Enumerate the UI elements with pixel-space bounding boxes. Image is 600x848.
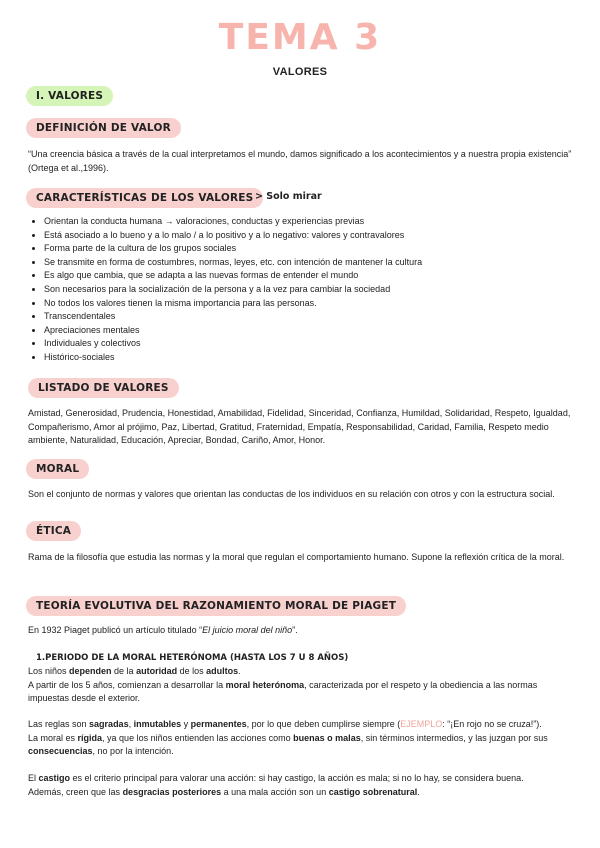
piaget-paragraph-1: Los niños dependen de la autoridad de los adultos. A partir de los 5 años, comienzan a desarrollar la moral heterónoma, caracterizada por el respeto y la obediencia a las normas impuestas desde el exterior. [28, 666, 538, 703]
caracteristicas-list [28, 215, 584, 365]
list-item: • Histórico-sociales [44, 351, 584, 365]
list-item: • Son necesarios para la socialización de la persona y a la vez para cambiar la sociedad [44, 283, 584, 297]
list-item: • Individuales y colectivos [44, 337, 584, 351]
example-label: EJEMPLO [400, 719, 443, 729]
list-item: • No todos los valores tienen la misma importancia para las personas. [44, 297, 584, 311]
heading-piaget: TEORÍA EVOLUTIVA DEL RAZONAMIENTO MORAL DE PIAGET [26, 596, 406, 616]
heading-definicion: DEFINICIÓN DE VALOR [26, 118, 181, 138]
section-heading-valores: I. VALORES [26, 86, 113, 106]
list-item: • Forma parte de la cultura de los grupos sociales [44, 242, 584, 256]
page-subtitle: VALORES [272, 66, 328, 78]
definicion-text: “Una creencia básica a través de la cual interpretamos el mundo, damos significado a los acontecimientos y a nuestra propia existencia” (Ortega et al.,1996). [28, 149, 572, 173]
list-item: • Apreciaciones mentales [44, 324, 584, 338]
list-item: • Es algo que cambia, que se adapta a las nuevas formas de entender el mundo [44, 269, 584, 283]
periodo-heading: 1.PERIODO DE LA MORAL HETERÓNOMA (HASTA LOS 7 U 8 AÑOS) [36, 653, 349, 663]
heading-etica: ÉTICA [26, 521, 81, 541]
heading-listado: LISTADO DE VALORES [28, 378, 179, 398]
etica-text: Rama de la filosofía que estudia las normas y la moral que regulan el comportamiento humano. Supone la reflexión crítica de la moral. [28, 552, 565, 562]
moral-text: Son el conjunto de normas y valores que orientan las conductas de los individuos en su relación con otros y con la estructura social. [28, 489, 555, 499]
list-item: • Orientan la conducta humana → valoraciones, conductas y experiencias previas [44, 215, 584, 229]
book-title: El juicio moral del niño [202, 625, 293, 635]
page-title: TEMA 3 [218, 17, 382, 58]
note-solo-mirar: > Solo mirar [255, 191, 322, 202]
piaget-paragraph-3: El castigo es el criterio principal para valorar una acción: si hay castigo, la acción es mala; si no lo hay, se considera buena. Además, creen que las desgracias posteriores a una mala acción son un castigo sobrenatural. [28, 773, 524, 797]
piaget-intro: En 1932 Piaget publicó un artículo titulado “El juicio moral del niño”. [28, 625, 298, 635]
list-item: • Transcendentales [44, 310, 584, 324]
listado-text: Amistad, Generosidad, Prudencia, Honestidad, Amabilidad, Fidelidad, Sinceridad, Confianza, Humildad, Solidaridad, Respeto, Igualdad, Compañerismo, Amor al prójimo, Paz, Libertad, Gratitud, Fraternidad, Empatía, Responsabilidad, Caridad, Familia, Respeto medio ambiente, Naturalidad, Educación, Apreciar, Bondad, Cariño, Amor, Honor. [28, 408, 571, 445]
list-item: • Está asociado a lo bueno y a lo malo / a lo positivo y a lo negativo: valores y contravalores [44, 229, 584, 243]
heading-moral: MORAL [26, 459, 89, 479]
heading-caracteristicas: CARACTERÍSTICAS DE LOS VALORES [26, 188, 263, 208]
piaget-paragraph-2: Las reglas son sagradas, inmutables y permanentes, por lo que deben cumplirse siempre (EJEMPLO: “¡En rojo no se cruza!”). La moral es rígida, ya que los niños entienden las acciones como buenas o malas, sin términos intermedios, y las juzgan por sus consecuencias, no por la intención. [28, 719, 548, 756]
list-item: • Se transmite en forma de costumbres, normas, leyes, etc. con intención de mantener la cultura [44, 256, 584, 270]
